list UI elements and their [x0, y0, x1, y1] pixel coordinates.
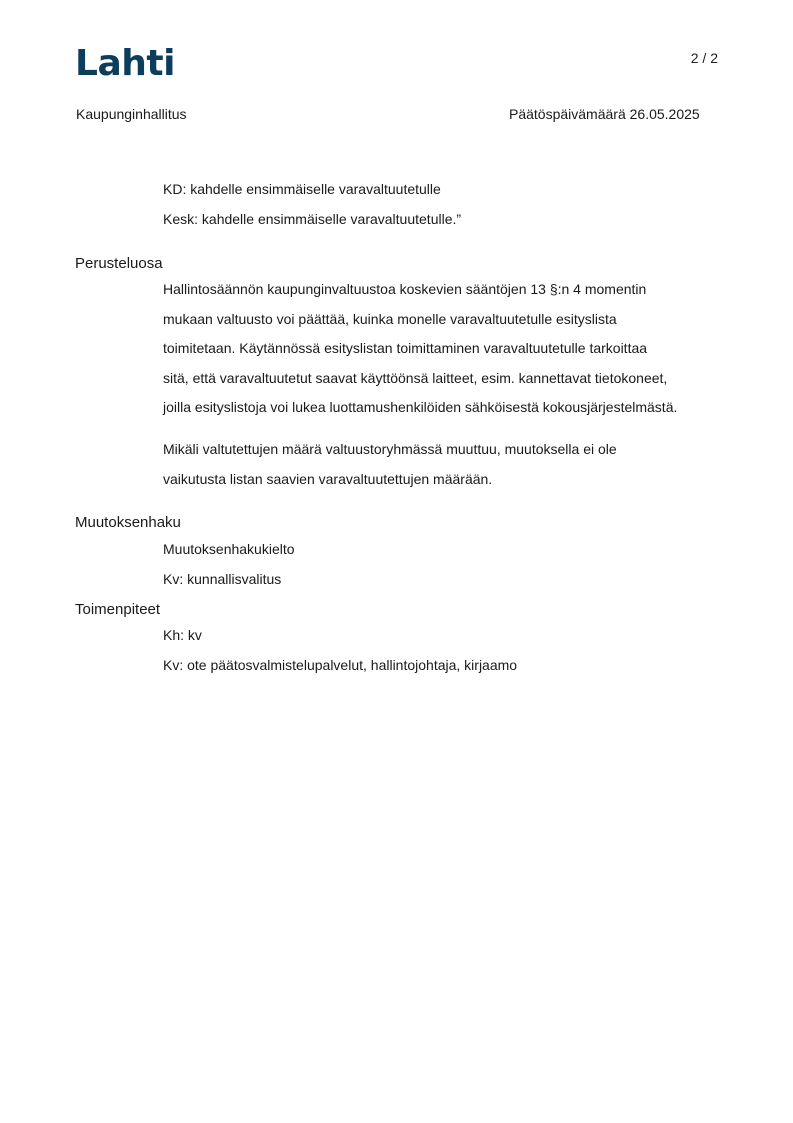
text-line: Kesk: kahdelle ensimmäiselle varavaltuutetulle.”: [163, 210, 462, 227]
text-line: sitä, että varavaltuutetut saavat käyttöönsä laitteet, esim. kannettavat tietokoneet,: [163, 369, 668, 386]
text-line: Hallintosäännön kaupunginvaltuustoa koskevien sääntöjen 13 §:n 4 momentin: [163, 281, 647, 297]
text-line: Kv: ote päätosvalmistelupalvelut, hallintojohtaja, kirjaamo: [163, 656, 518, 673]
toimenpiteet-block: [163, 621, 723, 680]
lahti-logo: Lahti: [75, 43, 175, 84]
text-line: Kh: kv: [163, 627, 202, 643]
text-line: KD: kahdelle ensimmäiselle varavaltuutetulle: [163, 181, 441, 197]
text-line: Muutoksenhakukielto: [163, 541, 295, 557]
page-number: 2 / 2: [690, 50, 718, 66]
muutoksenhaku-block: [163, 535, 723, 594]
section-heading-muutoksenhaku: Muutoksenhaku: [75, 514, 181, 531]
perusteluosa-paragraph-2: [163, 435, 723, 494]
text-line: joilla esityslistoja voi lukea luottamushenkilöiden sähköisestä kokousjärjestelmästä.: [163, 399, 678, 415]
text-line: mukaan valtuusto voi päättää, kuinka monelle varavaltuutetulle esityslista: [163, 310, 617, 327]
perusteluosa-paragraph-1: [163, 275, 723, 423]
text-line: Mikäli valtutettujen määrä valtuustoryhmässä muuttuu, muutoksella ei ole: [163, 441, 617, 457]
section-heading-toimenpiteet: Toimenpiteet: [75, 601, 161, 618]
text-line: toimitetaan. Käytännössä esityslistan toimittaminen varavaltuutetulle tarkoittaa: [163, 340, 648, 356]
text-line: vaikutusta listan saavien varavaltuutettujen määrään.: [163, 470, 493, 487]
text-line: Kv: kunnallisvalitus: [163, 570, 282, 587]
organization-name: Kaupunginhallitus: [76, 106, 187, 122]
intro-block: [163, 175, 723, 234]
section-heading-perusteluosa: Perusteluosa: [75, 255, 163, 272]
decision-date: Päätöspäivämäärä 26.05.2025: [509, 106, 700, 122]
